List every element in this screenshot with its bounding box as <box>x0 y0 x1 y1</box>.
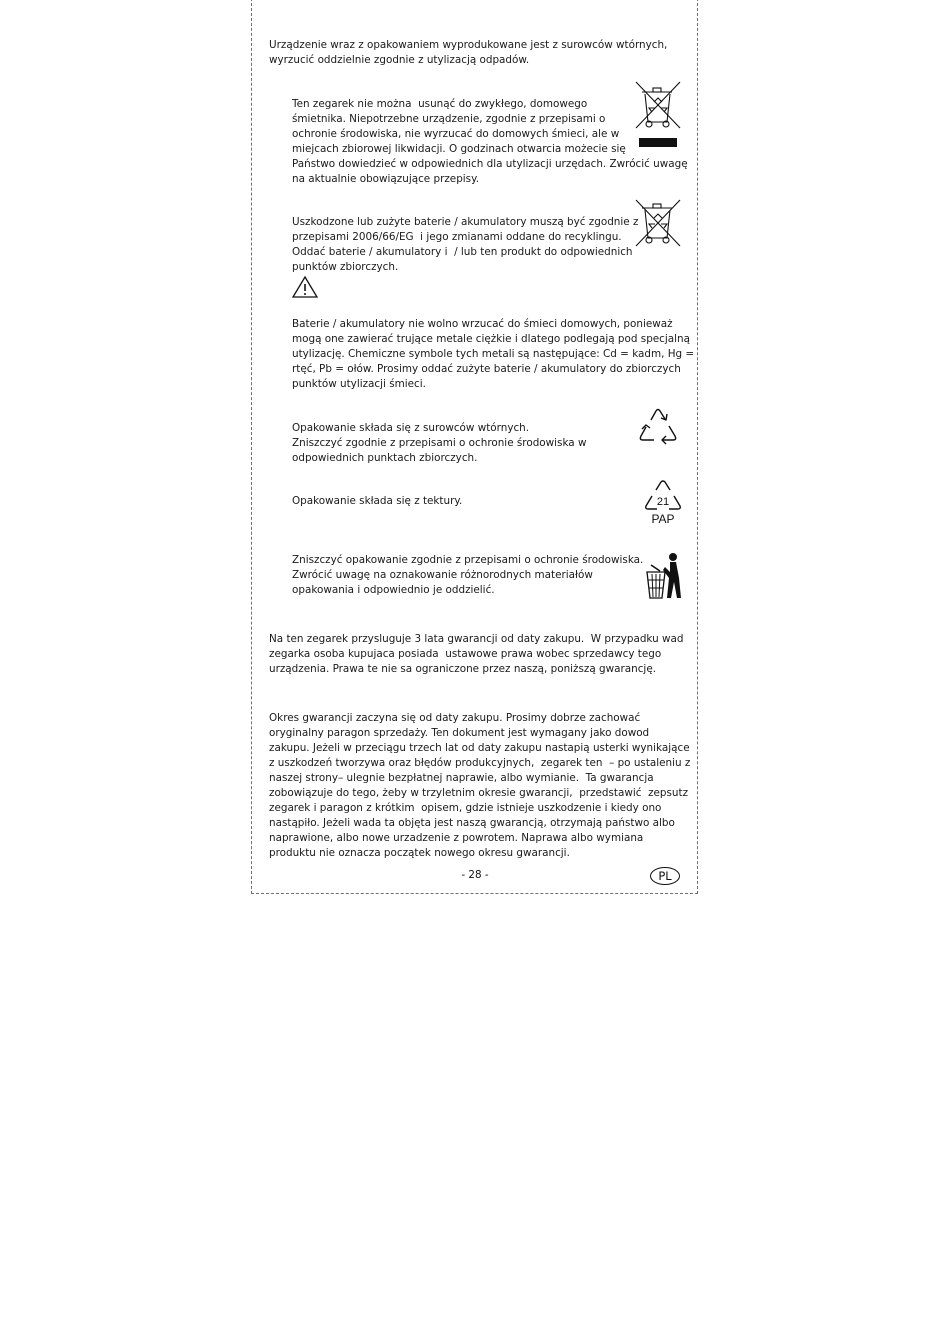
packaging-sort-text: Zniszczyć opakowanie zgodnie z przepisami o ochronie środowiska. Zwrócić uwagę na oznakowanie różnorodnych materiałów opakowania i odpowiednio je oddzielić. <box>292 554 644 596</box>
battery-disposal-text: Uszkodzone lub zużyte baterie / akumulatory muszą być zgodnie z przepisami 2006/66/EG i jego zmianami oddane do recyklingu. Oddać baterie / akumulatory i / lub ten produkt do odpowiednich punktów zbiorczych. <box>292 216 639 273</box>
battery-warning-text: Baterie / akumulatory nie wolno wrzucać do śmieci domowych, ponieważ mogą one zawierać trujące metale ciężkie i dlatego podlegają pod specjalną utylizację. Chemiczne symbole tych metali są następujące: Cd = kadm, Hg = rtęć, Pb = ołów. Prosimy oddać zużyte baterie / akumulatory do zbiorczych punktów utylizacji śmieci. <box>292 318 695 390</box>
crossed-bin-battery-icon <box>634 198 682 248</box>
language-badge: PL <box>650 867 680 885</box>
pap-recycle-icon <box>643 478 683 528</box>
pap-label: PAP <box>651 512 675 526</box>
intro-text: Urządzenie wraz z opakowaniem wyprodukowane jest z surowców wtórnych, wyrzucić oddzielnie zgodnie z utylizacją odpadów. <box>269 39 668 66</box>
crossed-bin-icon <box>634 80 682 150</box>
pap-code: 21 <box>656 496 670 508</box>
warning-icon <box>291 275 319 299</box>
warranty-terms-text: Okres gwarancji zaczyna się od daty zakupu. Prosimy dobrze zachować oryginalny paragon sprzedaży. Ten dokument jest wymagany jako dowod zakupu. Jeżeli w przeciągu trzech lat od daty zakupu nastapią usterki wynikające z uszkodzeń tworzywa oraz błędów produkcyjnych, zegarek ten – po ustaleniu z naszej strony– ulegnie bezpłatnej naprawie, albo wymianie. Ta gwarancja zobowiązuje do tego, żeby w trzyletnim okresie gwarancji, przedstawić zepsutz zegarek i paragon z krótkim opisem, gdzie istnieje uszkodzenie i kiedy ono nastąpiło. Jeżeli wada ta objęta jest naszą gwarancją, otrzymają państwo albo naprawione, albo nowe urzadzenie z powrotem. Naprawa albo wymiana produktu nie oznacza początek nowego okresu gwarancji. <box>269 712 691 859</box>
packaging-cardboard-text: Opakowanie składa się z tektury. <box>292 495 463 507</box>
warranty-intro-text: Na ten zegarek przysluguje 3 lata gwarancji od daty zakupu. W przypadku wad zegarka osoba kupujaca posiada ustawowe prawa wobec sprzedawcy tego urządzenia. Prawa te nie sa ograniczone przez naszą, poniższą gwarancję. <box>269 633 684 675</box>
page-number: - 28 - <box>461 869 489 881</box>
tidy-man-icon <box>643 552 683 600</box>
recycle-icon <box>634 404 682 452</box>
device-disposal-text: Ten zegarek nie można usunąć do zwykłego, domowego śmietnika. Niepotrzebne urządzenie, zgodnie z przepisami o ochronie środowiska, nie wyrzucać do domowych śmieci, ale w miejcach zbiorowej likwidacji. O godzinach otwarcia możecie się Państwo dowiedzieć w odpowiednich dla utylizacji urzędach. Zwrócić uwagę na aktualnie obowiązujące przepisy. <box>292 98 688 185</box>
packaging-recycle-text: Opakowanie składa się z surowców wtórnych. Zniszczyć zgodnie z przepisami o ochronie środowiska w odpowiednich punktach zbiorczych. <box>292 422 587 464</box>
